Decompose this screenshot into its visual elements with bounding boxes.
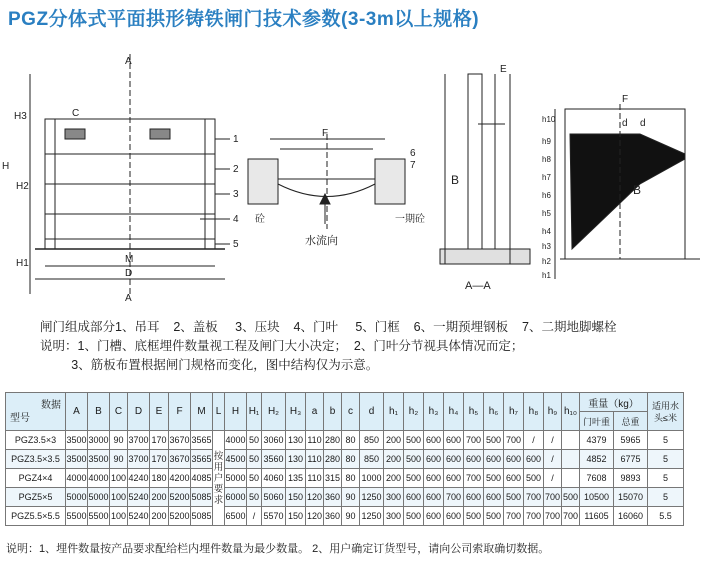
table-cell: 360 [324, 488, 342, 507]
col-header-9: H₁ [247, 393, 262, 431]
table-cell: 3500 [66, 431, 88, 450]
table-cell: 110 [306, 450, 324, 469]
weight-cell: 4379 [580, 431, 614, 450]
table-cell: 200 [384, 450, 404, 469]
label-h10: h10 [542, 115, 556, 124]
table-cell: 80 [342, 450, 360, 469]
col-header-11: H₃ [286, 393, 306, 431]
table-cell: 3565 [191, 450, 213, 469]
label-erqi: 砼 [255, 214, 265, 225]
corner-bottom: 型号 [10, 412, 30, 424]
label-h5: h5 [542, 209, 551, 218]
table-cell: 600 [484, 450, 504, 469]
table-cell: 600 [444, 431, 464, 450]
table-cell: / [544, 431, 562, 450]
table-cell: 500 [404, 507, 424, 526]
label-M: M [125, 254, 134, 265]
table-row [6, 488, 684, 507]
table-cell: 700 [464, 431, 484, 450]
weight-cell: 6775 [614, 450, 648, 469]
table-cell: 90 [342, 488, 360, 507]
table-cell: 180 [150, 469, 169, 488]
table-row [6, 450, 684, 469]
table-cell: 50 [247, 469, 262, 488]
table-cell: 130 [286, 431, 306, 450]
table-cell: 4060 [262, 469, 286, 488]
table-cell: 600 [444, 507, 464, 526]
model-cell: PGZ5×5 [6, 488, 66, 507]
weight-cell: 11605 [580, 507, 614, 526]
table-cell: 1250 [360, 488, 384, 507]
table-cell: 600 [424, 469, 444, 488]
table-cell: 600 [444, 450, 464, 469]
table-cell: 135 [286, 469, 306, 488]
weight-cell: 7608 [580, 469, 614, 488]
label-H2: H2 [16, 181, 29, 192]
table-cell: 280 [324, 431, 342, 450]
footnote: 说明：1、埋件数量按产品要求配给栏内埋件数量为最少数量。 2、用户确定订货型号，请向公司索取确切数据。 [6, 543, 550, 555]
table-cell: 90 [110, 431, 128, 450]
label-h6: h6 [542, 191, 551, 200]
table-cell: 5570 [262, 507, 286, 526]
table-cell: 5085 [191, 507, 213, 526]
head-cell: 5.5 [648, 507, 684, 526]
table-cell: 110 [306, 469, 324, 488]
label-F-detail: F [622, 94, 629, 105]
l-merged-cell: 按用户要求 [213, 431, 225, 526]
table-cell: 150 [286, 507, 306, 526]
col-header-14: c [342, 393, 360, 431]
col-header-23: h₈ [524, 393, 544, 431]
spec-table [5, 392, 684, 526]
table-cell: 90 [342, 507, 360, 526]
notes-block [40, 318, 616, 375]
label-B-section: B [451, 173, 460, 187]
table-cell: 300 [384, 507, 404, 526]
table-cell: 700 [444, 488, 464, 507]
label-A-top: A [125, 56, 132, 67]
label-D: D [125, 268, 133, 279]
table-cell: 600 [424, 507, 444, 526]
table-cell: 5060 [262, 488, 286, 507]
label-h4: h4 [542, 227, 551, 236]
table-cell: 3565 [191, 431, 213, 450]
table-row [6, 507, 684, 526]
table-cell: 5240 [128, 488, 150, 507]
table-cell: 4000 [225, 431, 247, 450]
label-n7: 7 [410, 160, 416, 171]
table-row [6, 469, 684, 488]
table-cell: 600 [524, 450, 544, 469]
corner-header [6, 393, 66, 431]
label-n3: 3 [233, 189, 239, 200]
model-cell: PGZ3.5×3.5 [6, 450, 66, 469]
label-d-2: d [640, 118, 646, 129]
col-header-6: M [191, 393, 213, 431]
table-cell: 80 [342, 431, 360, 450]
table-cell: 500 [484, 507, 504, 526]
table-cell: 4000 [66, 469, 88, 488]
table-cell: / [524, 431, 544, 450]
section-view [440, 74, 530, 264]
weight-sub-1: 总重 [614, 412, 648, 431]
label-H: H [2, 161, 10, 172]
table-cell: 360 [324, 507, 342, 526]
table-cell: 150 [286, 488, 306, 507]
table-cell: 850 [360, 431, 384, 450]
col-header-0: A [66, 393, 88, 431]
head-header: 适用水头≤米 [648, 393, 684, 431]
weight-cell: 10500 [580, 488, 614, 507]
table-cell: 170 [150, 431, 169, 450]
table-cell: 600 [464, 488, 484, 507]
table-cell: 110 [306, 431, 324, 450]
table-cell: 3670 [169, 450, 191, 469]
table-cell: 170 [150, 450, 169, 469]
table-cell: 500 [404, 431, 424, 450]
table-cell: 600 [424, 450, 444, 469]
weight-cell: 15070 [614, 488, 648, 507]
table-cell: 120 [306, 507, 324, 526]
table-cell: 6500 [225, 507, 247, 526]
table-cell: 3700 [128, 450, 150, 469]
frame-detail [555, 104, 700, 279]
weight-cell: 5965 [614, 431, 648, 450]
table-cell: 50 [247, 488, 262, 507]
table-cell: 5200 [169, 488, 191, 507]
label-h1: h1 [542, 271, 551, 280]
label-h8: h8 [542, 155, 551, 164]
table-cell: 200 [384, 431, 404, 450]
col-header-2: C [110, 393, 128, 431]
label-AA: A—A [465, 280, 491, 292]
technical-drawings [0, 44, 720, 314]
table-cell: 200 [150, 488, 169, 507]
table-cell: 5500 [66, 507, 88, 526]
label-n4: 4 [233, 214, 239, 225]
col-header-7: L [213, 393, 225, 431]
weight-header: 重量（kg） [580, 393, 648, 412]
table-cell: 100 [110, 507, 128, 526]
label-h3: h3 [542, 242, 551, 251]
table-row [6, 431, 684, 450]
label-h9: h9 [542, 137, 551, 146]
table-cell: / [544, 450, 562, 469]
table-cell: 3500 [88, 450, 110, 469]
label-C: C [72, 108, 80, 119]
note-line-3: 3、筋板布置根据闸门规格而变化，图中结构仅为示意。 [40, 358, 379, 372]
table-cell: 3560 [262, 450, 286, 469]
table-cell: 80 [342, 469, 360, 488]
table-cell: 6000 [225, 488, 247, 507]
label-H3: H3 [14, 111, 27, 122]
table-cell: 120 [306, 488, 324, 507]
label-h2: h2 [542, 257, 551, 266]
weight-cell: 9893 [614, 469, 648, 488]
table-cell: 3670 [169, 431, 191, 450]
table-cell: 130 [286, 450, 306, 469]
table-cell [562, 431, 580, 450]
table-cell: 700 [504, 431, 524, 450]
table-cell: 700 [524, 488, 544, 507]
table-cell: 700 [524, 507, 544, 526]
table-cell: 280 [324, 450, 342, 469]
table-cell: 50 [247, 431, 262, 450]
table-cell: 300 [384, 488, 404, 507]
plan-view [248, 134, 405, 229]
table-cell: 700 [464, 469, 484, 488]
table-cell: 600 [444, 469, 464, 488]
label-B-detail: B [633, 183, 642, 197]
table-cell: 200 [150, 507, 169, 526]
table-cell: 850 [360, 450, 384, 469]
head-cell: 5 [648, 431, 684, 450]
label-E: E [500, 64, 507, 75]
table-cell: 500 [404, 450, 424, 469]
table-cell: 90 [110, 450, 128, 469]
table-cell: 600 [504, 450, 524, 469]
head-cell: 5 [648, 469, 684, 488]
label-H1: H1 [16, 258, 29, 269]
label-n1: 1 [233, 134, 239, 145]
table-cell: 700 [504, 507, 524, 526]
table-cell: 3700 [128, 431, 150, 450]
note-line-2: 说明：1、门槽、底框埋件数量视工程及闸门大小决定； 2、门叶分节视具体情况而定； [40, 339, 524, 353]
table-cell: 600 [404, 488, 424, 507]
label-yiqi: 一期砼 [395, 214, 425, 225]
model-cell: PGZ3.5×3 [6, 431, 66, 450]
label-A-bottom: A [125, 293, 132, 304]
table-cell: 4000 [88, 469, 110, 488]
label-d-1: d [622, 118, 628, 129]
table-cell: 5200 [169, 507, 191, 526]
table-cell: 700 [544, 488, 562, 507]
table-cell: 600 [424, 488, 444, 507]
col-header-15: d [360, 393, 384, 431]
label-flow: 水流向 [305, 235, 338, 247]
table-cell: 50 [247, 450, 262, 469]
col-header-22: h₇ [504, 393, 524, 431]
page-title: PGZ分体式平面拱形铸铁闸门技术参数(3-3m以上规格) [8, 9, 480, 30]
col-header-24: h₉ [544, 393, 562, 431]
col-header-16: h₁ [384, 393, 404, 431]
table-cell: 1250 [360, 507, 384, 526]
table-cell: 600 [484, 488, 504, 507]
weight-cell: 16060 [614, 507, 648, 526]
col-header-4: E [150, 393, 169, 431]
col-header-21: h₆ [484, 393, 504, 431]
weight-sub-0: 门叶重 [580, 412, 614, 431]
table-cell: 600 [464, 450, 484, 469]
label-n5: 5 [233, 239, 239, 250]
col-header-17: h₂ [404, 393, 424, 431]
table-cell: 5500 [88, 507, 110, 526]
col-header-18: h₃ [424, 393, 444, 431]
table-cell: 4085 [191, 469, 213, 488]
col-header-3: D [128, 393, 150, 431]
table-cell: 500 [504, 488, 524, 507]
table-cell: / [247, 507, 262, 526]
table-cell: 3060 [262, 431, 286, 450]
table-cell: 5000 [66, 488, 88, 507]
table-cell: 5240 [128, 507, 150, 526]
table-cell: 700 [562, 507, 580, 526]
col-header-19: h₄ [444, 393, 464, 431]
head-cell: 5 [648, 488, 684, 507]
table-cell: 5000 [225, 469, 247, 488]
table-cell: / [544, 469, 562, 488]
table-cell: 500 [562, 488, 580, 507]
model-cell: PGZ5.5×5.5 [6, 507, 66, 526]
table-cell [562, 450, 580, 469]
col-header-13: b [324, 393, 342, 431]
table-cell [562, 469, 580, 488]
col-header-12: a [306, 393, 324, 431]
col-header-8: H [225, 393, 247, 431]
col-header-5: F [169, 393, 191, 431]
table-cell: 500 [464, 507, 484, 526]
weight-cell: 4852 [580, 450, 614, 469]
table-cell: 4500 [225, 450, 247, 469]
drawings-svg [0, 44, 720, 314]
table-cell: 200 [384, 469, 404, 488]
table-cell: 4240 [128, 469, 150, 488]
table-cell: 600 [504, 469, 524, 488]
table-cell: 4200 [169, 469, 191, 488]
table-cell: 500 [484, 469, 504, 488]
label-F-plan: F [322, 128, 329, 139]
label-n6: 6 [410, 148, 416, 159]
table-cell: 500 [404, 469, 424, 488]
model-cell: PGZ4×4 [6, 469, 66, 488]
col-header-10: H₂ [262, 393, 286, 431]
table-cell: 500 [524, 469, 544, 488]
table-cell: 5000 [88, 488, 110, 507]
table-cell: 5085 [191, 488, 213, 507]
table-header-row [6, 393, 684, 412]
col-header-20: h₅ [464, 393, 484, 431]
table-cell: 1000 [360, 469, 384, 488]
table-cell: 700 [544, 507, 562, 526]
col-header-1: B [88, 393, 110, 431]
label-h7: h7 [542, 173, 551, 182]
table-cell: 100 [110, 488, 128, 507]
table-cell: 600 [424, 431, 444, 450]
table-cell: 100 [110, 469, 128, 488]
table-cell: 3000 [88, 431, 110, 450]
head-cell: 5 [648, 450, 684, 469]
table-cell: 3500 [66, 450, 88, 469]
col-header-25: h₁₀ [562, 393, 580, 431]
table-cell: 315 [324, 469, 342, 488]
note-line-1: 闸门组成部分1、吊耳 2、盖板 3、压块 4、门叶 5、门框 6、一期预埋钢板 7、二期地脚螺栓 [40, 320, 617, 334]
label-n2: 2 [233, 164, 239, 175]
corner-top: 数据 [41, 399, 61, 411]
table-cell: 500 [484, 431, 504, 450]
